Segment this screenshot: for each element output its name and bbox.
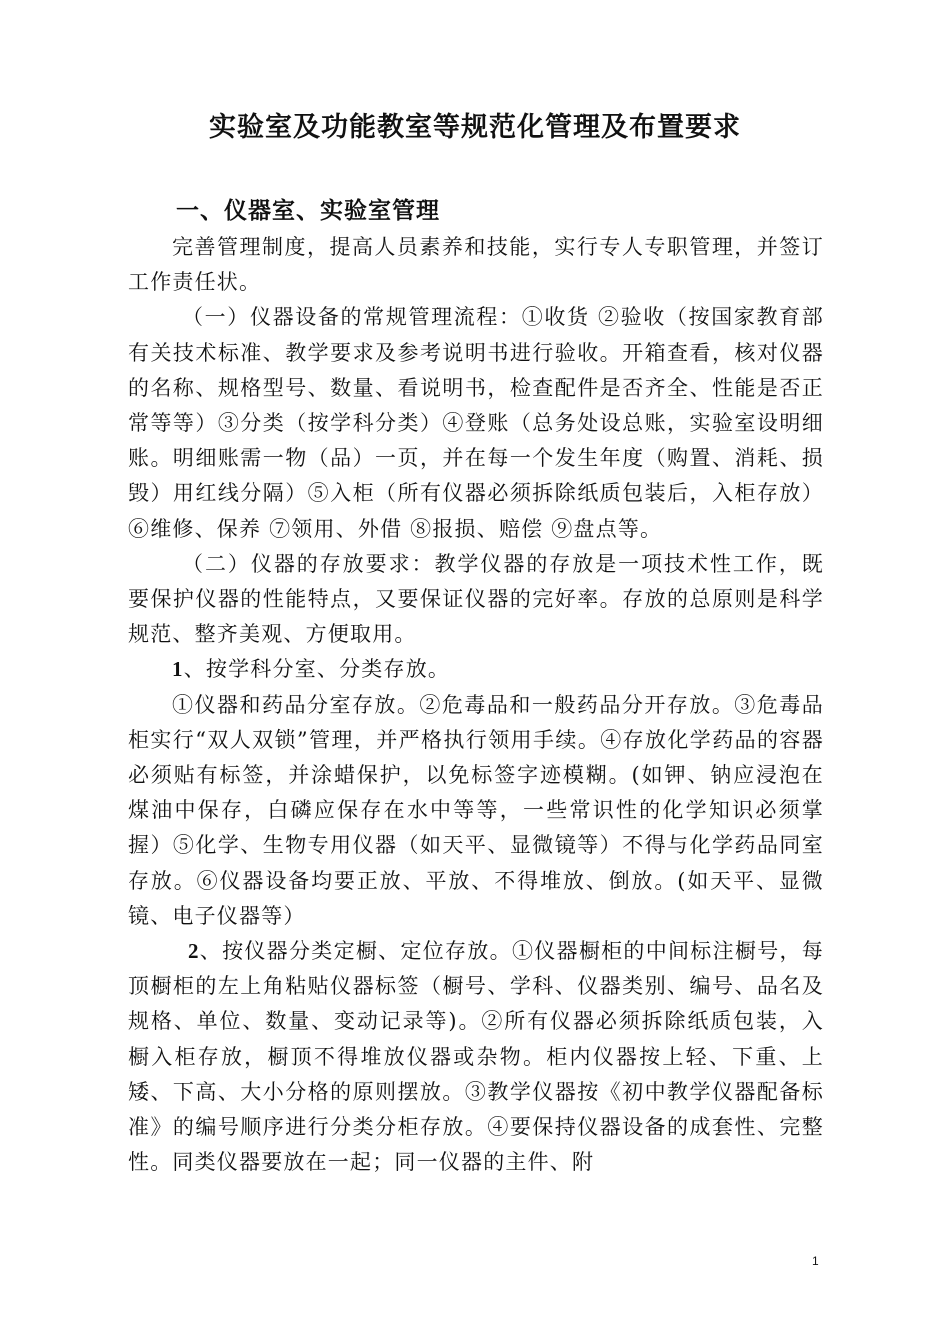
section-heading: 一、仪器室、实验室管理: [176, 198, 440, 224]
item-text: 、按学科分室、分类存放。: [183, 657, 451, 682]
page-number: 1: [812, 1254, 819, 1268]
paragraph-intro: 完善管理制度，提高人员素养和技能，实行专人专职管理，并签订工作责任状。: [128, 235, 824, 295]
paragraph-item-1: [128, 652, 824, 687]
item-number: 1: [172, 657, 184, 682]
paragraph-storage-details: ①仪器和药品分室存放。②危毒品和一般药品分开存放。③危毒品柜实行“双人双锁”管理，并严格执行领用手续。④存放化学药品的容器必须贴有标签，并涂蜡保护，以免标签字迹模糊。(如钾、钠应浸泡在煤油中保存，白磷应保存在水中等等，一些常识性的化学知识必须掌握）⑤化学、生物专用仪器（如天平、显微镜等）不得与化学药品同室存放。⑥仪器设备均要正放、平放、不得堆放、倒放。(如天平、显微镜、电子仪器等）: [128, 692, 824, 928]
document-title: 实验室及功能教室等规范化管理及布置要求: [209, 112, 741, 143]
paragraph-management-process: （一）仪器设备的常规管理流程：①收货 ②验收（按国家教育部有关技术标准、教学要求及参考说明书进行验收。开箱查看，核对仪器的名称、规格型号、数量、看说明书，检查配件是否齐全、性能是否正常等等）③分类（按学科分类）④登账（总务处设总账，实验室设明细账。明细账需一物（品）一页，并在每一个发生年度（购置、消耗、损毁）用红线分隔）⑤入柜（所有仪器必须拆除纸质包装后，入柜存放）⑥维修、保养 ⑦领用、外借 ⑧报损、赔偿 ⑨盘点等。: [128, 305, 824, 541]
item-text: 、按仪器分类定橱、定位存放。①仪器橱柜的中间标注橱号，每顶橱柜的左上角粘贴仪器标签（橱号、学科、仪器类别、编号、品名及规格、单位、数量、变动记录等)。②所有仪器必须拆除纸质包装，入橱入柜存放，橱顶不得堆放仪器或杂物。柜内仪器按上轻、下重、上矮、下高、大小分格的原则摆放。③教学仪器按《初中教学仪器配备标准》的编号顺序进行分类分柜存放。④要保持仪器设备的成套性、完整性。同类仪器要放在一起；同一仪器的主件、附: [128, 939, 824, 1175]
paragraph-storage-requirements: （二）仪器的存放要求：教学仪器的存放是一项技术性工作，既要保护仪器的性能特点，又要保证仪器的完好率。存放的总原则是科学规范、整齐美观、方便取用。: [128, 551, 824, 647]
paragraph-item-2: [128, 934, 824, 1180]
document-body: [128, 230, 824, 1180]
item-number: 2: [188, 939, 200, 964]
